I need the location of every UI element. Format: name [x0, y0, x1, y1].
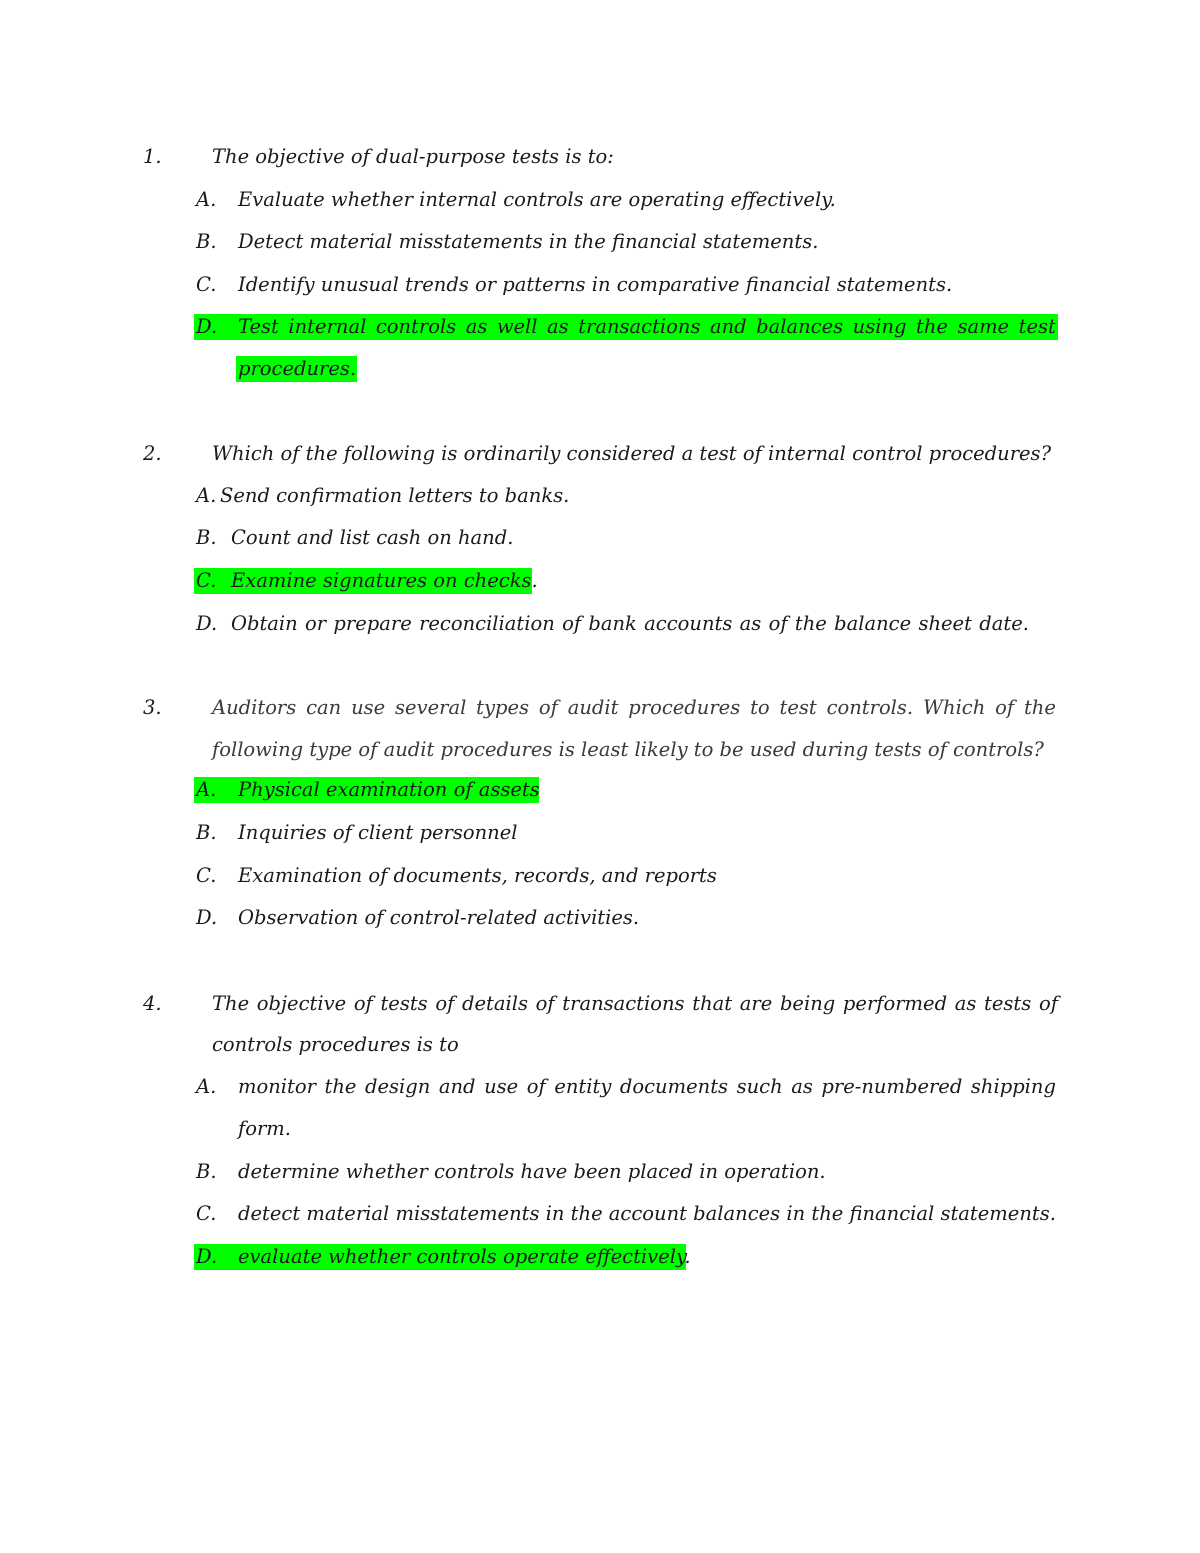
option-text: Obtain or prepare reconciliation of bank accounts as of the balance sheet date.: [231, 612, 1029, 635]
option-letter: B.: [196, 821, 217, 844]
option-letter: A.: [196, 188, 217, 211]
option-letter: B.: [196, 526, 217, 549]
option-text: detect material misstatements in the account balances in the financial statements.: [238, 1202, 1056, 1225]
option-text: Detect material misstatements in the financial statements.: [238, 230, 819, 253]
option-letter: A.: [196, 778, 217, 801]
option-text: Test internal controls as well as transactions and balances using the same test: [238, 315, 1056, 338]
option-letter: C.: [196, 569, 217, 592]
question-stem: Which of the following is ordinarily considered a test of internal control procedures?: [212, 442, 1052, 465]
question-stem: Auditors can use several types of audit procedures to test controls. Which of the: [212, 696, 1056, 719]
option-letter: C.: [196, 864, 217, 887]
option-letter: C.: [196, 1202, 217, 1225]
option-letter: A.: [196, 484, 217, 507]
question-number: 3.: [143, 696, 162, 719]
option-letter: B.: [196, 230, 217, 253]
option-text: Send confirmation letters to banks.: [220, 484, 570, 507]
option-letter: D.: [196, 906, 218, 929]
option-text: Count and list cash on hand.: [231, 526, 514, 549]
option-text: Examination of documents, records, and reports: [238, 864, 717, 887]
question-number: 2.: [143, 442, 162, 465]
option-text: Identify unusual trends or patterns in comparative financial statements.: [238, 273, 953, 296]
option-text-continued: procedures.: [238, 357, 357, 380]
option-text: Physical examination of assets: [238, 778, 540, 801]
question-stem-continued: following type of audit procedures is least likely to be used during tests of controls?: [212, 738, 1044, 761]
option-letter: A.: [196, 1075, 217, 1098]
option-text: monitor the design and use of entity documents such as pre-numbered shipping: [238, 1075, 1056, 1098]
option-text: Observation of control-related activities.: [238, 906, 640, 929]
option-text: determine whether controls have been placed in operation.: [238, 1160, 826, 1183]
question-stem: The objective of tests of details of transactions that are being performed as tests of: [212, 992, 1058, 1015]
question-stem: The objective of dual-purpose tests is to:: [212, 145, 614, 168]
question-number: 1.: [143, 145, 162, 168]
option-letter: D.: [196, 1245, 218, 1268]
question-stem-continued: controls procedures is to: [212, 1033, 459, 1056]
option-letter: D.: [196, 315, 218, 338]
option-text: Examine signatures on checks.: [231, 569, 538, 592]
option-letter: D.: [196, 612, 218, 635]
option-letter: B.: [196, 1160, 217, 1183]
option-text: evaluate whether controls operate effectively.: [238, 1245, 691, 1268]
question-number: 4.: [143, 992, 162, 1015]
option-text: Inquiries of client personnel: [238, 821, 518, 844]
option-letter: C.: [196, 273, 217, 296]
option-text-continued: form.: [238, 1117, 291, 1140]
option-text: Evaluate whether internal controls are operating effectively.: [238, 188, 836, 211]
